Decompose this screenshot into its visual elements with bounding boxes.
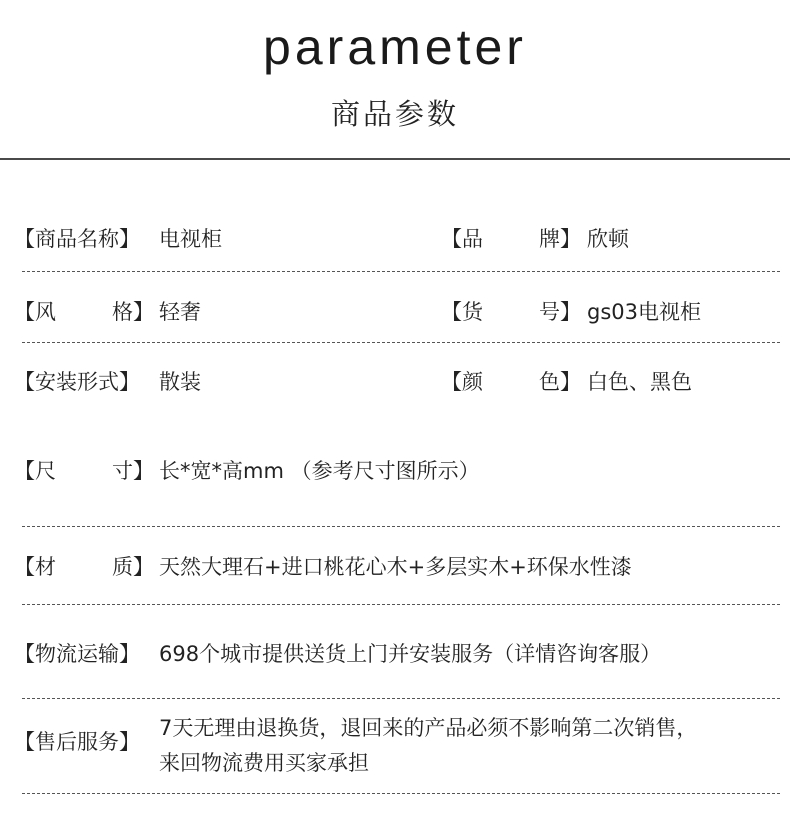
value-size: 长*宽*高mm （参考尺寸图所示） xyxy=(159,459,480,483)
row-divider xyxy=(22,793,780,794)
label-style-left: 【风 xyxy=(14,300,56,324)
label-material-right: 质】 xyxy=(112,555,154,579)
value-model: gs03电视柜 xyxy=(587,300,701,324)
value-material: 天然大理石+进口桃花心木+多层实木+环保水性漆 xyxy=(159,555,632,579)
page-title-en: parameter xyxy=(263,19,527,75)
label-style xyxy=(14,297,154,327)
label-model-left: 【货 xyxy=(441,300,483,324)
label-product-name: 【商品名称】 xyxy=(14,227,140,251)
value-product-name: 电视柜 xyxy=(159,227,222,251)
label-size xyxy=(14,456,154,486)
label-size-left: 【尺 xyxy=(14,459,56,483)
row-divider xyxy=(22,604,780,605)
value-brand: 欣顿 xyxy=(587,227,629,251)
value-style: 轻奢 xyxy=(159,300,201,324)
row-divider xyxy=(22,271,780,272)
label-brand xyxy=(441,224,581,254)
label-brand-left: 【品 xyxy=(441,227,483,251)
label-material xyxy=(14,552,154,582)
page-title-cn: 商品参数 xyxy=(330,97,459,131)
header-divider xyxy=(0,158,790,160)
label-color-right: 色】 xyxy=(539,370,581,394)
label-logistics: 【物流运输】 xyxy=(14,642,140,666)
label-aftersale: 【售后服务】 xyxy=(14,730,140,754)
row-divider xyxy=(22,698,780,699)
label-install: 【安装形式】 xyxy=(14,370,140,394)
label-style-right: 格】 xyxy=(112,300,154,324)
row-divider xyxy=(22,526,780,527)
row-divider xyxy=(22,342,780,343)
label-brand-right: 牌】 xyxy=(539,227,581,251)
value-aftersale-line2: 来回物流费用买家承担 xyxy=(159,751,369,775)
label-material-left: 【材 xyxy=(14,555,56,579)
value-logistics: 698个城市提供送货上门并安装服务（详情咨询客服） xyxy=(159,642,662,666)
value-color: 白色、黑色 xyxy=(587,370,692,394)
label-model xyxy=(441,297,581,327)
label-model-right: 号】 xyxy=(539,300,581,324)
value-install: 散装 xyxy=(159,370,201,394)
label-color xyxy=(441,367,581,397)
label-color-left: 【颜 xyxy=(441,370,483,394)
label-size-right: 寸】 xyxy=(112,459,154,483)
value-aftersale-line1: 7天无理由退换货，退回来的产品必须不影响第二次销售， xyxy=(159,716,698,740)
